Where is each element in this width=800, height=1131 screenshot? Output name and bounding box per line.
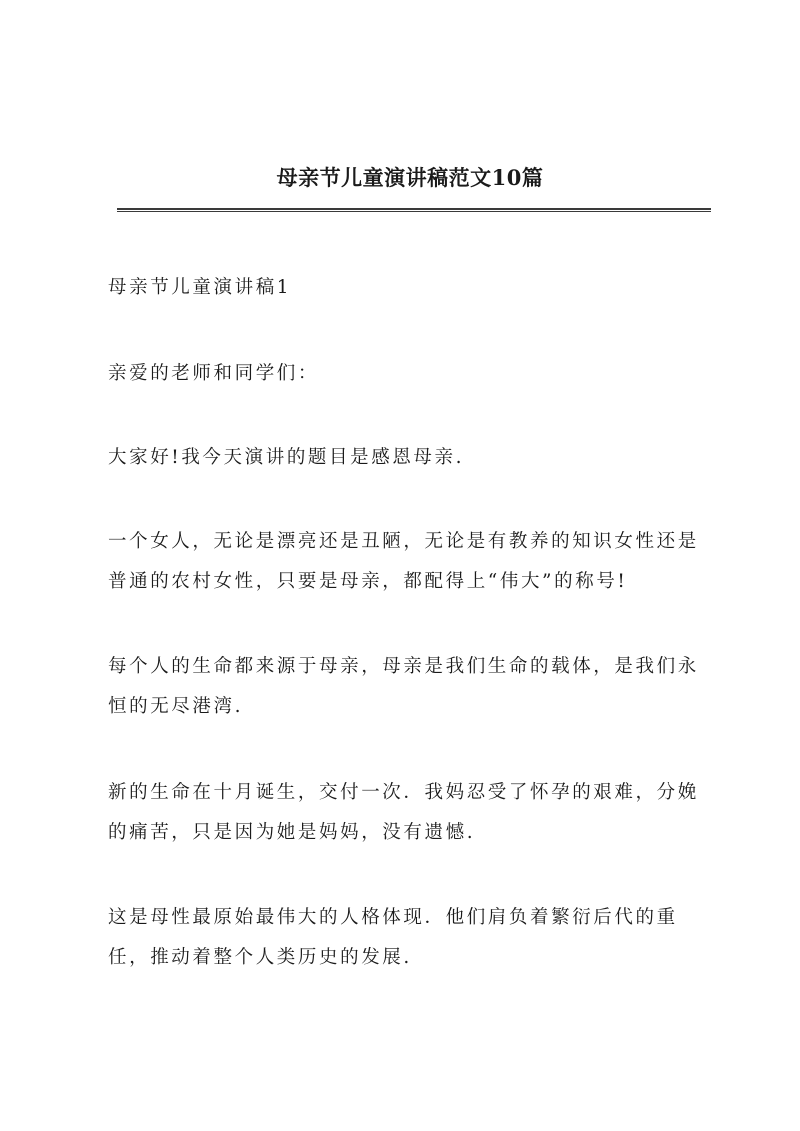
paragraph: 一个女人，无论是漂亮还是丑陋，无论是有教养的知识女性还是普通的农村女性，只要是母亲，都配得上“伟大”的称号! <box>108 531 699 592</box>
salutation: 亲爱的老师和同学们： <box>108 363 320 384</box>
paragraph: 这是母性最原始最伟大的人格体现．他们肩负着繁衍后代的重任，推动着整个人类历史的发展. <box>108 907 678 968</box>
document-title: 母亲节儿童演讲稿范文10篇 <box>276 165 544 190</box>
paragraph: 新的生命在十月诞生，交付一次．我妈忍受了怀孕的艰难，分娩的痛苦，只是因为她是妈妈，没有遗憾. <box>108 782 699 843</box>
paragraph: 大家好!我今天演讲的题目是感恩母亲. <box>108 447 465 468</box>
section-heading: 母亲节儿童演讲稿1 <box>108 277 292 298</box>
paragraph: 每个人的生命都来源于母亲，母亲是我们生命的载体，是我们永恒的无尽港湾. <box>108 656 699 717</box>
title-divider <box>117 208 711 212</box>
